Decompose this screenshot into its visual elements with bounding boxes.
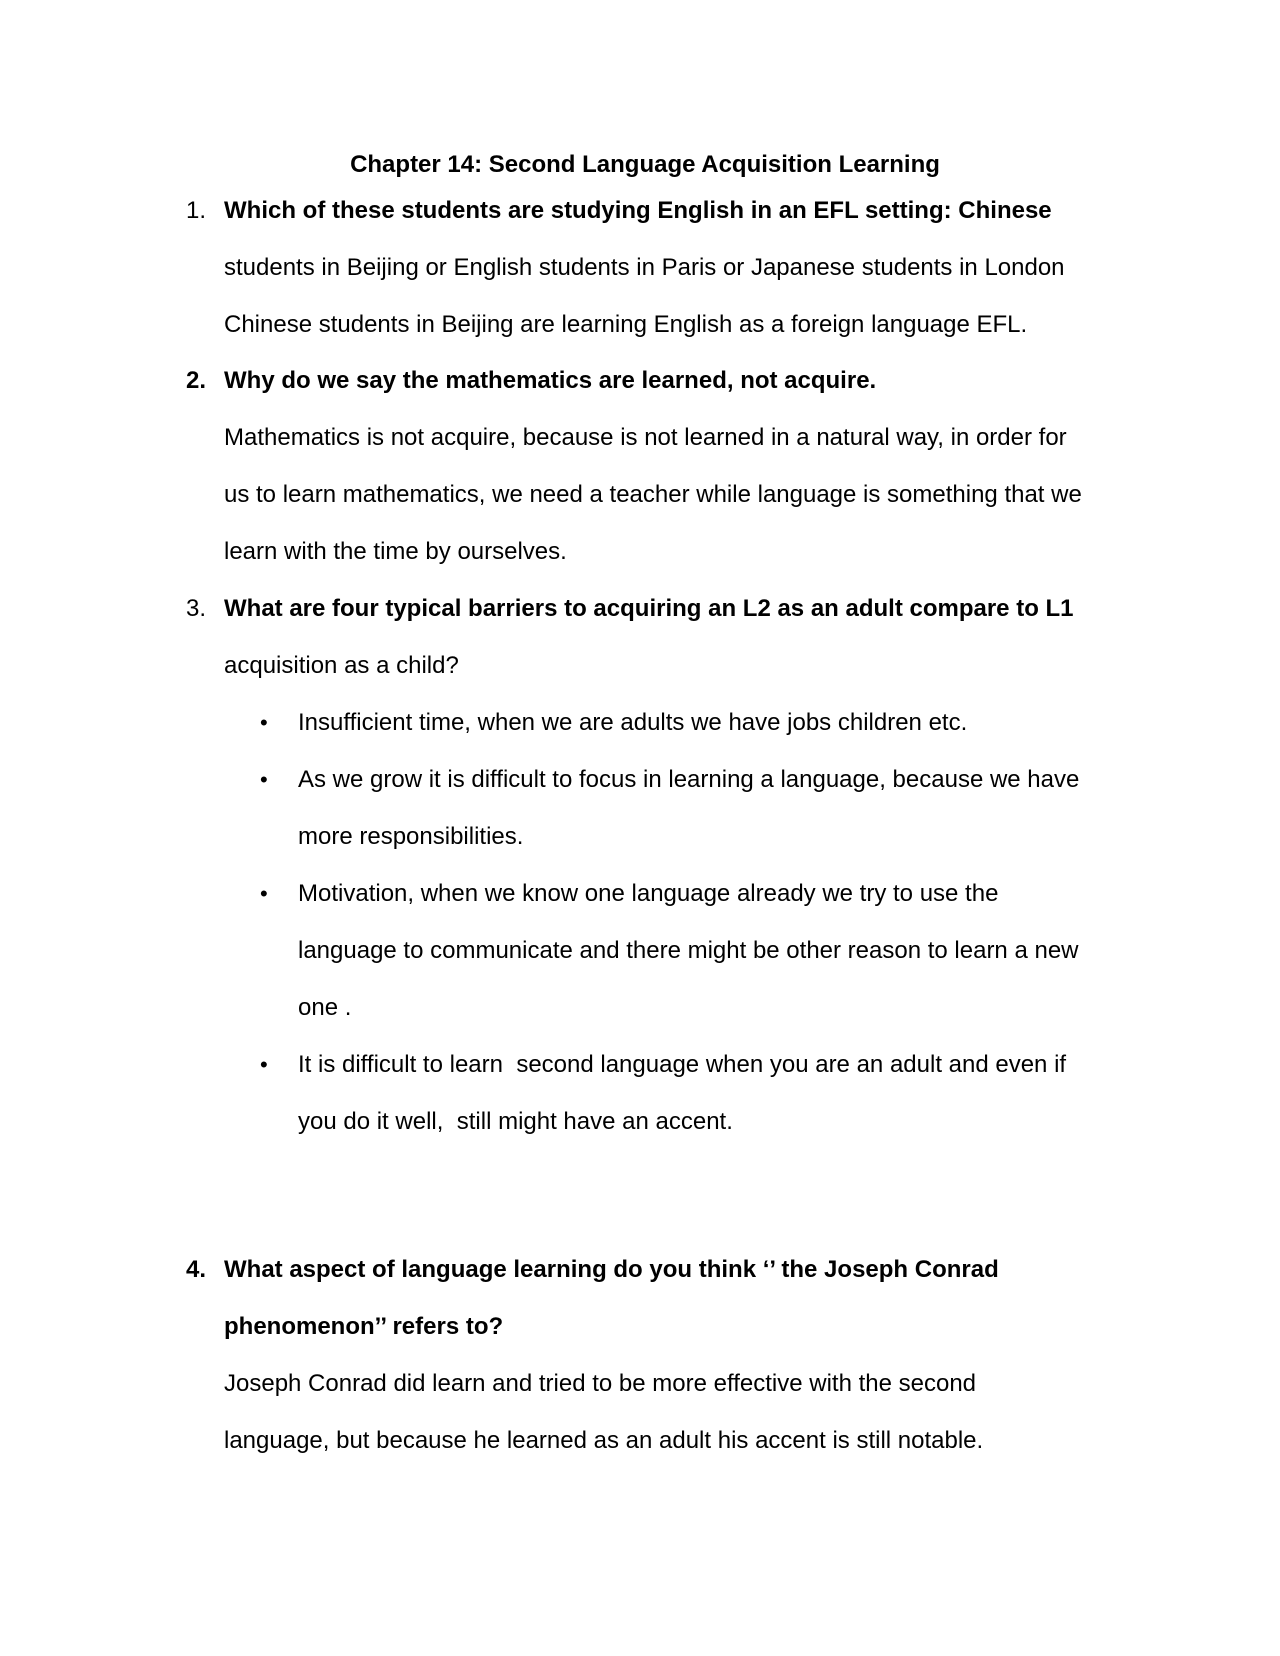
bullet-1-line-1: Insufficient time, when we are adults we have jobs children etc. — [298, 709, 968, 736]
q1-number: 1. — [186, 197, 207, 224]
q2-answer-line-1: Mathematics is not acquire, because is not learned in a natural way, in order for — [224, 424, 1067, 451]
q1-question-line-1: Which of these students are studying English in an EFL setting: Chinese — [224, 197, 1052, 224]
q3-number: 3. — [186, 595, 207, 622]
bullet-3-dot: • — [260, 881, 268, 906]
bullet-2-line-2: more responsibilities. — [298, 823, 524, 850]
bullet-3-line-1: Motivation, when we know one language already we try to use the — [298, 880, 999, 907]
bullet-2-line-1: As we grow it is difficult to focus in learning a language, because we have — [298, 766, 1080, 793]
q3-question-line-1: What are four typical barriers to acquiring an L2 as an adult compare to L1 — [224, 595, 1074, 622]
q4-number: 4. — [186, 1256, 207, 1283]
q1-answer-line-1: Chinese students in Beijing are learning English as a foreign language EFL. — [224, 311, 1028, 338]
bullet-3-line-2: language to communicate and there might be other reason to learn a new — [298, 937, 1079, 964]
q3-question-line-2: acquisition as a child? — [224, 652, 459, 679]
bullet-4-line-2: you do it well, still might have an accent. — [298, 1108, 733, 1135]
q2-number: 2. — [186, 367, 207, 394]
bullet-1-dot: • — [260, 710, 268, 735]
q2-question-line-1: Why do we say the mathematics are learned, not acquire. — [224, 367, 877, 394]
bullet-4-dot: • — [260, 1052, 268, 1077]
q4-answer-line-1: Joseph Conrad did learn and tried to be more effective with the second — [224, 1370, 977, 1397]
bullet-2-dot: • — [260, 767, 268, 792]
bullet-4-line-1: It is difficult to learn second language when you are an adult and even if — [298, 1051, 1067, 1078]
q4-question-line-2: phenomenon’’ refers to? — [224, 1313, 504, 1340]
q2-answer-line-3: learn with the time by ourselves. — [224, 538, 567, 565]
q1-question-line-2: students in Beijing or English students in Paris or Japanese students in London — [224, 254, 1065, 281]
bullet-3-line-3: one . — [298, 994, 352, 1021]
page-title: Chapter 14: Second Language Acquisition Learning — [350, 151, 940, 178]
q2-answer-line-2: us to learn mathematics, we need a teacher while language is something that we — [224, 481, 1082, 508]
q4-answer-line-2: language, but because he learned as an adult his accent is still notable. — [224, 1427, 984, 1454]
q4-question-line-1: What aspect of language learning do you think ‘’ the Joseph Conrad — [224, 1256, 999, 1283]
